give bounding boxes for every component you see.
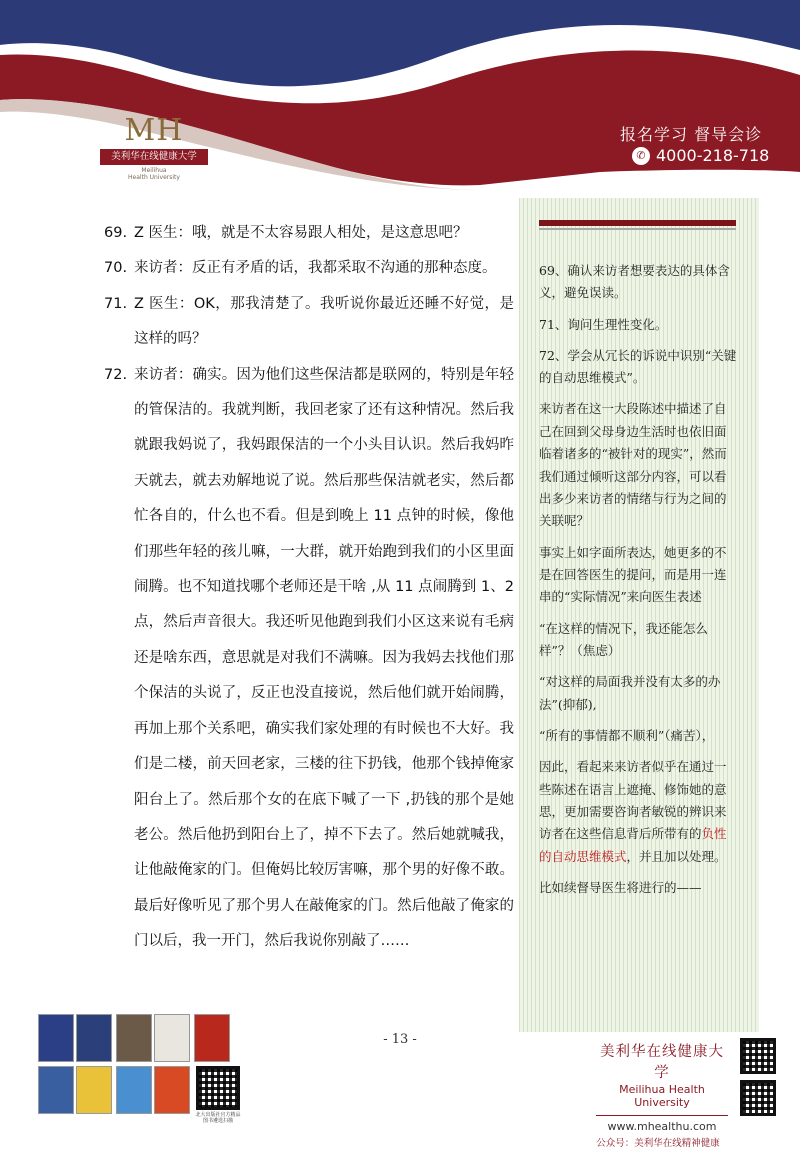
line-text: Z 医生：哦，就是不太容易跟人相处，是这意思吧？ [134, 225, 468, 241]
book-cover[interactable] [154, 1014, 190, 1062]
footer-brand [596, 1040, 728, 1149]
logo-en-name: Meilihua Health University [128, 167, 180, 181]
logo-cn-name: 美利华在线健康大学 [100, 149, 208, 165]
header-slogan: 报名学习 督导会诊 [620, 125, 763, 144]
dialogue-line-70 [104, 251, 514, 286]
footer-brand-cn: 美利华在线健康大学 [600, 1044, 724, 1081]
book-cover[interactable] [194, 1014, 230, 1062]
hotline[interactable] [632, 146, 769, 165]
wechat-qr-code[interactable] [740, 1080, 776, 1116]
dialogue-line-72 [104, 358, 514, 960]
commentary-paragraph-2: 事实上如字面所表达，她更多的不是在回答医生的提问，而是用一连串的“实际情况”来向医生表述 [539, 544, 727, 605]
sidebar-header-rule [539, 228, 736, 230]
book-cover[interactable] [116, 1066, 152, 1114]
quote-depression: “对这样的局面我并没有太多的办法”(抑郁), [539, 674, 721, 712]
hotline-number: 4000-218-718 [656, 146, 770, 165]
book-cover[interactable] [76, 1014, 112, 1062]
line-number: 72. [104, 366, 128, 383]
book-cover[interactable] [38, 1014, 74, 1062]
quote-pain: “所有的事情都不顺利”（痛苦）， [539, 727, 715, 743]
commentary-sidebar [519, 198, 759, 1032]
book-cover[interactable] [116, 1014, 152, 1062]
highlight-term: 负性的自动思维模式 [539, 826, 727, 864]
book-cover[interactable] [38, 1066, 74, 1114]
note-71: 71、询问生理性变化。 [539, 316, 668, 332]
line-number: 69. [104, 225, 128, 241]
dialogue-line-71 [104, 287, 514, 358]
commentary-paragraph-4: 比如续督导医生将进行的—— [539, 879, 702, 895]
dialogue-transcript [104, 216, 514, 960]
dialogue-line-69 [104, 216, 514, 251]
note-72: 72、学会从冗长的诉说中识别“关键的自动思维模式”。 [539, 347, 737, 386]
logo-letters: MH [124, 113, 184, 148]
book-cover[interactable] [154, 1066, 190, 1114]
page-number: - 13 - [383, 1032, 417, 1047]
phone-icon: ✆ [632, 147, 650, 165]
line-number: 70. [104, 260, 128, 277]
sidebar-notes [539, 260, 737, 908]
line-text: 来访者：确实。因为他们这些保洁都是联网的，特别是年轻的管保洁的。我就判断，我回老家了还有这种情况。然后我就跟我妈说了，我妈跟保洁的一个小头目认识。然后我妈昨天就去，就去劝解地说了说。然后那些保洁就老实，然后都忙各自的，什么也不看。但是到晚上 11 点钟的时候，像他们那些年轻的孩儿嘛，一大群，就开始跑到我们的小区里面闹腾。也不知道找哪个老师还是干啥 ,从 11 点闹腾到 1、2 点，然后声音很大。我还听见他跑到我们小区这来说有毛病还是啥东西，意思就是对我们不满嘛。因为我妈去找他们那个保洁的头说了，反正也没直接说，然后他们就开始闹腾，再加上那个关系吧，确实我们家处理的有时候也不大好。我们是二楼，前天回老家，三楼的往下扔钱，他那个钱掉俺家阳台上了。然后那个女的在底下喊了一下 ,扔钱的那个是她老公。然后他扔到阳台上了，掉不下去了。然后她就喊我，让他敲俺家的门。但俺妈比较厉害嘛，那个男的好像不敢。最后好像听见了那个男人在敲俺家的门。然后他敲了俺家的门以后，我一开门，然后我说你别敲了…… [134, 366, 514, 950]
line-number: 71. [104, 295, 128, 312]
website-qr-code[interactable] [740, 1038, 776, 1074]
book-qr-code[interactable] [196, 1066, 240, 1110]
line-text: Z 医生：OK，那我清楚了。我听说你最近还睡不好觉，是这样的吗？ [134, 295, 514, 348]
note-69: 69、确认来访者想要表达的具体含义，避免误读。 [539, 263, 730, 301]
book-cover[interactable] [76, 1066, 112, 1114]
footer-divider [596, 1115, 728, 1116]
footer-brand-en: Meilihua Health University [619, 1083, 705, 1109]
university-logo [100, 103, 208, 185]
wechat-account: 公众号：美利华在线精神健康 [596, 1138, 720, 1149]
qr-caption: 北大出版社官方精品 图书遴选扫描 [195, 1112, 241, 1124]
commentary-paragraph-3: 因此，看起来来访者似乎在通过一些陈述在语言上遮掩、修饰她的意思，更加需要咨询者敏锐的辨识来访者在这些信息背后所带有的负性的自动思维模式，并且加以处理。 [539, 759, 727, 864]
website-link[interactable]: www.mhealthu.com [607, 1120, 717, 1133]
line-text: 来访者：反正有矛盾的话，我都采取不沟通的那种态度。 [134, 260, 497, 277]
sidebar-header-bar [539, 220, 736, 226]
quote-anxiety: “在这样的情况下，我还能怎么样”？（焦虑） [539, 620, 708, 659]
commentary-paragraph-1: 来访者在这一大段陈述中描述了自己在回到父母身边生活时也依旧面临着诸多的“被针对的现实”，然而我们通过倾听这部分内容，可以看出多少来访者的情绪与行为之间的关联呢？ [539, 401, 727, 529]
